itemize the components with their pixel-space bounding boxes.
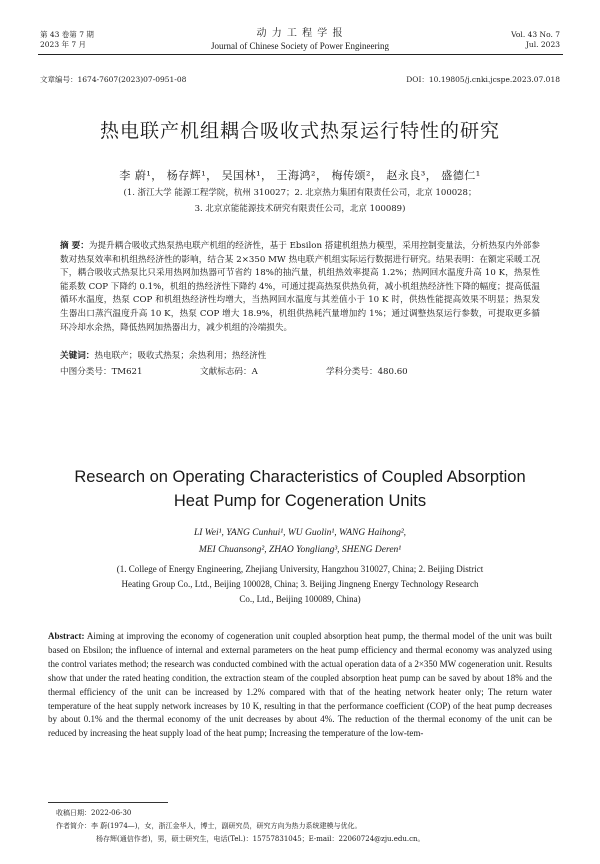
title-en-line-2: Heat Pump for Cogeneration Units: [173, 492, 427, 510]
affiliation-en-3: Co., Ltd., Beijing 100089, China): [239, 594, 361, 604]
header-date: 2023 年 7 月: [40, 40, 87, 49]
footnote-received: 收稿日期：2022-06-30: [56, 809, 132, 817]
footnote-author-bio: 作者简介：李 蔚(1974—)，女，浙江金华人，博士，副研究员，研究方向为热力系统建模与优化。: [56, 822, 362, 830]
header-volume: Vol. 43 No. 7: [511, 30, 560, 39]
journal-name-cn: 动 力 工 程 学 报: [256, 28, 344, 39]
authors-en-line-2: MEI Chuansong², ZHAO Yongliang³, SHENG Deren¹: [198, 545, 402, 555]
abstract-en-label: Abstract:: [48, 631, 85, 641]
header-rule: [38, 54, 563, 55]
article-number: 文章编号：1674-7607(2023)07-0951-08: [40, 75, 187, 84]
affiliation-cn-1: (1. 浙江大学 能源工程学院，杭州 310027；2. 北京热力集团有限责任公司，北京 100028；: [123, 188, 477, 198]
clc-number: 中图分类号：TM621: [60, 367, 143, 377]
title-en-line-1: Research on Operating Characteristics of Coupled Absorption: [74, 468, 526, 486]
authors-cn: 李 蔚¹， 杨存辉¹， 吴国林¹， 王海鸿²， 梅传颂²， 赵永良³， 盛德仁¹: [119, 169, 481, 182]
footnote-rule: [48, 802, 168, 803]
keywords-cn: [60, 350, 540, 363]
doi: DOI：10.19805/j.cnki.jcspe.2023.07.018: [406, 75, 560, 84]
affiliation-en-2: Heating Group Co., Ltd., Beijing 100028, China; 3. Beijing Jingneng Energy Technology Research: [121, 579, 479, 589]
document-code: 文献标志码：A: [200, 367, 258, 377]
abstract-en-text: Aiming at improving the economy of cogeneration unit coupled absorption heat pump, the thermal model of the unit was built based on Ebsilon; the influence of internal and external parameters on the heat pump efficiency and thermal economy was analyzed using the control variates method; the research was conducted combined with the actual operation data of a 2×350 MW cogeneration unit. Results show that under the rated heating condition, the extraction steam of the coupled absorption heat pump can be saved by about 18% and the thermal efficiency of the unit can be increased by 1.2% compared with that of the heating network heater only; The return water temperature of the heat supply network increases by 10 K, resulting in that the performance coefficient (COP) of the heat pump decreases by about 0.1% and the thermal economy of the unit decreases by about 4%. The reduction of the thermal economy of the unit can be reduced by increasing the heat supply load of the heat pump; Increasing the temperature of the low-tem-: [48, 631, 552, 739]
header-issue: 第 43 卷第 7 期: [40, 30, 94, 39]
abstract-cn-text: 为提升耦合吸收式热泵热电联产机组的经济性，基于 Ebsilon 搭建机组热力模型，采用控制变量法，分析热泵内外部参数对热泵效率和机组热经济性的影响，结合某 2×350 MW 热电联产机组实际运行数据进行研究。结果表明：在额定采暖工况下，耦合吸收式热泵比只采用热网加热器可节省约 18%的抽汽量，机组热效率提高 1.2%；热网回水温度升高 10 K，热泵性能系数 COP 下降约 0.1%，机组的热经济性下降约 4%，可通过提高热泵供热负荷，减小机组热经济性下降的幅度；提高低温循环水温度，热泵 COP 和机组热经济性均增大，当热网回水温度与其差值小于 10 K 时，供热性能提高效果不明显；热泵发生器出口蒸汽温度升高 10 K，热泵 COP 增大 18.9%，机组供热耗汽量增加约 1%；通过调整热泵运行参数，可提取更多循环冷却水余热，降低热网加热器出力，减少机组的冷端损失。: [60, 241, 540, 333]
abstract-en: [48, 630, 552, 741]
header-month: Jul. 2023: [525, 40, 560, 49]
authors-en-line-1: LI Wei¹, YANG Cunhui¹, WU Guolin¹, WANG Haihong²,: [193, 528, 407, 538]
journal-name-en: Journal of Chinese Society of Power Engineering: [211, 41, 389, 51]
abstract-cn-label: 摘 要：: [60, 241, 89, 251]
footnote-corresponding: 杨存辉(通信作者)，男，硕士研究生，电话(Tel.)：15757831045；E-mail：22060724@zju.edu.cn。: [96, 835, 425, 843]
subject-code: 学科分类号：480.60: [326, 367, 408, 377]
title-cn: 热电联产机组耦合吸收式热泵运行特性的研究: [99, 120, 500, 142]
keywords-cn-label: 关键词：: [60, 351, 95, 361]
affiliation-en-1: (1. College of Energy Engineering, Zhejiang University, Hangzhou 310027, China; 2. Beijing District: [116, 564, 484, 574]
keywords-cn-text: 热电联产；吸收式热泵；余热利用；热经济性: [94, 351, 267, 361]
affiliation-cn-2: 3. 北京京能能源技术研究有限责任公司，北京 100089): [194, 204, 406, 214]
abstract-cn: [60, 240, 540, 335]
